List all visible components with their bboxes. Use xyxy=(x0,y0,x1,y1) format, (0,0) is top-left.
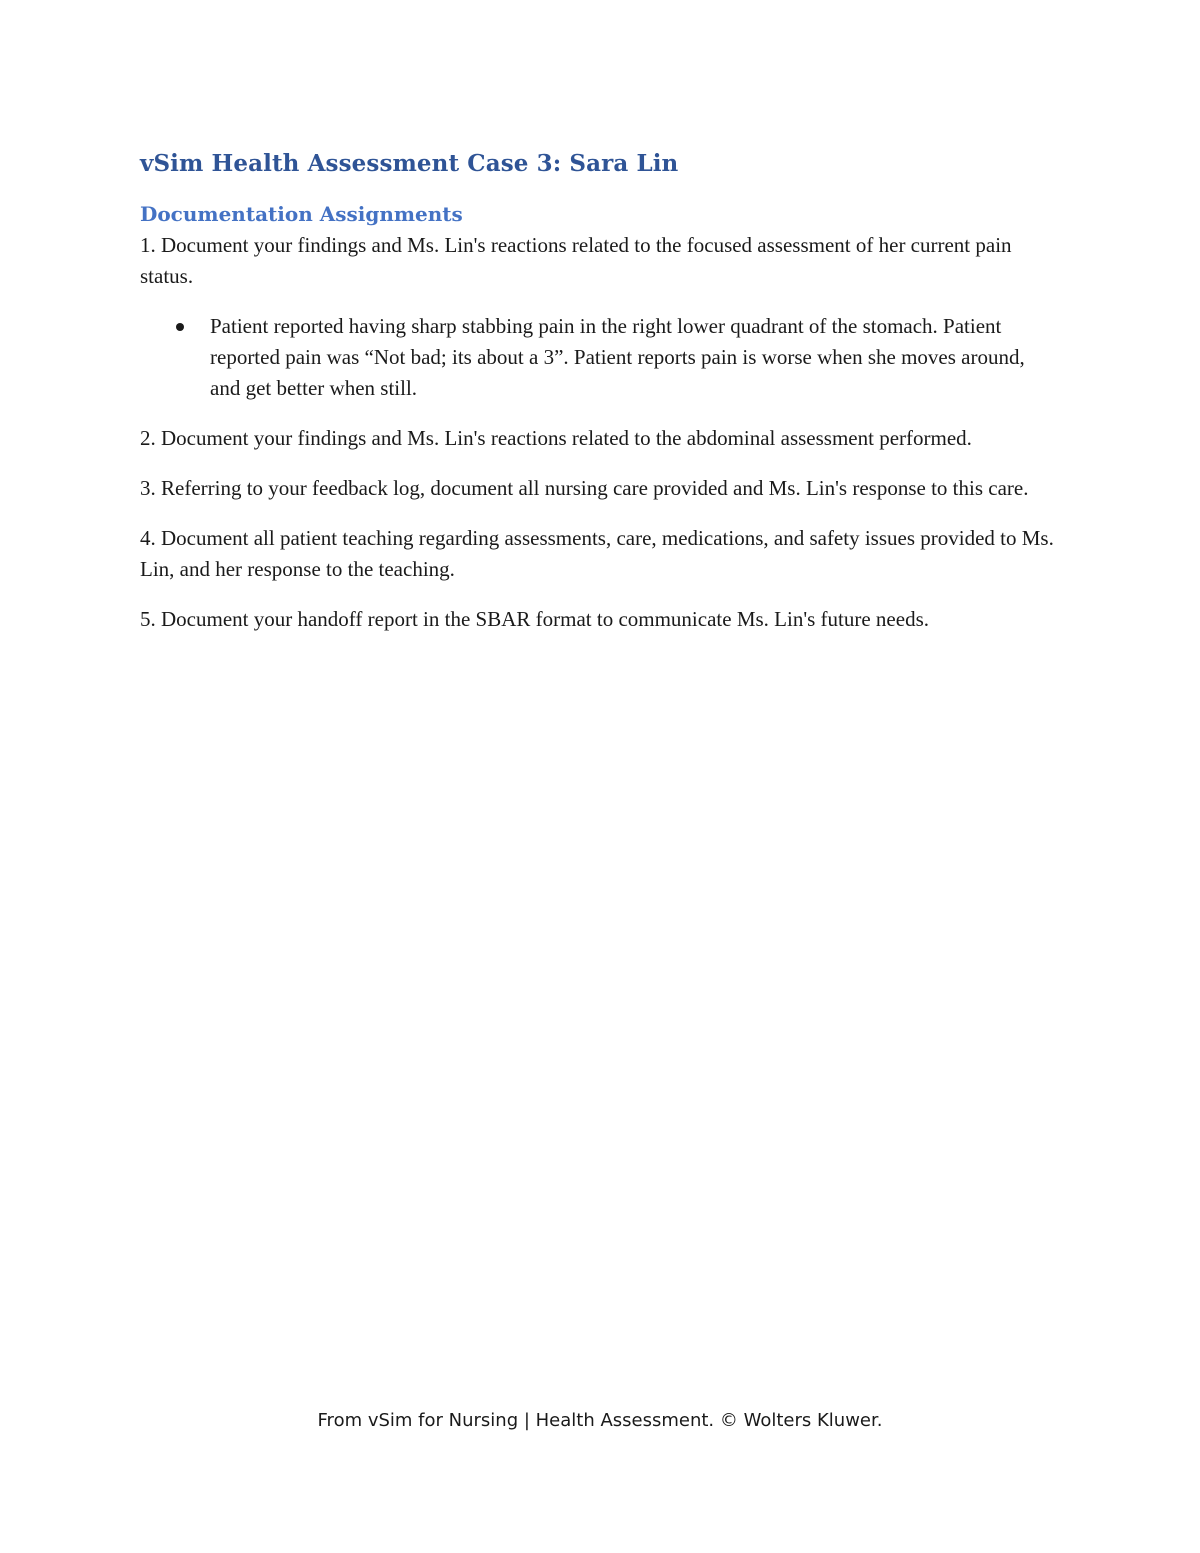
answer-list xyxy=(140,311,1060,404)
question-1: 1. Document your findings and Ms. Lin's reactions related to the focused assessment of her current pain status. xyxy=(140,233,1012,288)
answer-text: Patient reported having sharp stabbing pain in the right lower quadrant of the stomach. Patient reported pain was “Not bad; its about a 3”. Patient reports pain is worse when she moves around, and get better when still. xyxy=(210,314,1025,400)
page-title: vSim Health Assessment Case 3: Sara Lin xyxy=(140,150,679,177)
page-footer: From vSim for Nursing | Health Assessment. © Wolters Kluwer. xyxy=(317,1410,883,1431)
question-3: 3. Referring to your feedback log, document all nursing care provided and Ms. Lin's response to this care. xyxy=(140,476,1029,500)
list-item xyxy=(140,311,1060,404)
question-2: 2. Document your findings and Ms. Lin's reactions related to the abdominal assessment performed. xyxy=(140,426,972,450)
document-body xyxy=(140,148,1060,654)
section-heading: Documentation Assignments xyxy=(140,202,463,226)
question-4: 4. Document all patient teaching regarding assessments, care, medications, and safety issues provided to Ms. Lin, and her response to the teaching. xyxy=(140,526,1054,581)
question-5: 5. Document your handoff report in the SBAR format to communicate Ms. Lin's future needs. xyxy=(140,607,929,631)
bullet-icon xyxy=(176,323,184,331)
